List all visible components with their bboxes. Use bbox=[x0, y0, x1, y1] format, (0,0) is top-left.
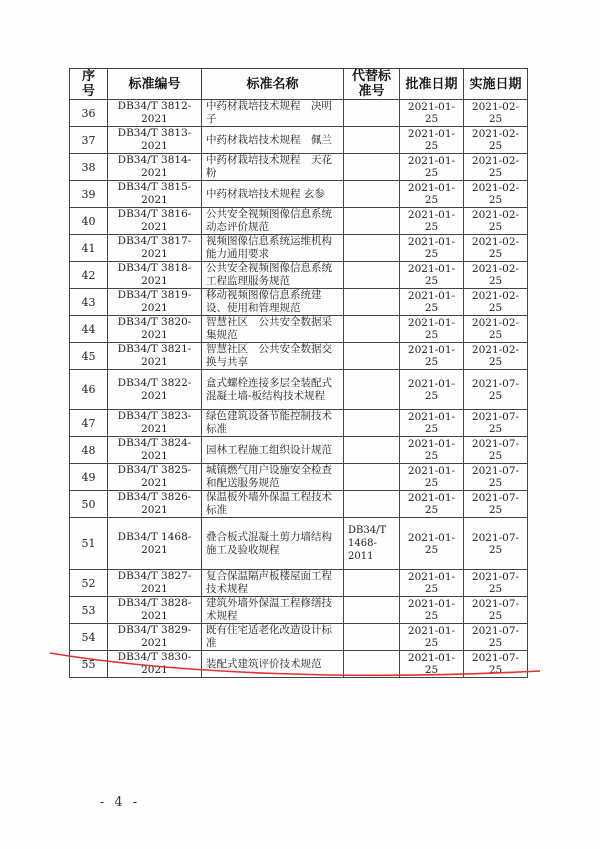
row-implement-date: 2021-02-25 bbox=[464, 208, 528, 235]
row-name: 中药材栽培技术规程 佩兰 bbox=[202, 127, 344, 154]
row-replace: DB34/T 1468-2011 bbox=[344, 518, 400, 570]
row-name: 既有住宅适老化改造设计标准 bbox=[202, 624, 344, 651]
row-name: 中药材栽培技术规程 玄参 bbox=[202, 181, 344, 208]
row-code: DB34/T 3817-2021 bbox=[108, 235, 202, 262]
row-approve-date: 2021-01-25 bbox=[400, 262, 464, 289]
row-replace bbox=[344, 208, 400, 235]
row-replace bbox=[344, 491, 400, 518]
row-implement-date: 2021-07-25 bbox=[464, 651, 528, 678]
row-index: 51 bbox=[70, 518, 108, 570]
row-index: 38 bbox=[70, 154, 108, 181]
row-name: 叠合板式混凝土剪力墙结构施工及验收规程 bbox=[202, 518, 344, 570]
row-replace bbox=[344, 624, 400, 651]
row-implement-date: 2021-02-25 bbox=[464, 262, 528, 289]
row-replace bbox=[344, 181, 400, 208]
table-row bbox=[70, 570, 528, 597]
row-approve-date: 2021-01-25 bbox=[400, 208, 464, 235]
header-index: 序号 bbox=[70, 69, 108, 100]
row-approve-date: 2021-01-25 bbox=[400, 289, 464, 316]
row-code: DB34/T 3818-2021 bbox=[108, 262, 202, 289]
row-approve-date: 2021-01-25 bbox=[400, 624, 464, 651]
row-name: 复合保温隔声板楼屋面工程技术规程 bbox=[202, 570, 344, 597]
row-code: DB34/T 3828-2021 bbox=[108, 597, 202, 624]
row-index: 53 bbox=[70, 597, 108, 624]
row-code: DB34/T 3823-2021 bbox=[108, 410, 202, 437]
table-row bbox=[70, 235, 528, 262]
row-replace bbox=[344, 410, 400, 437]
row-code: DB34/T 3825-2021 bbox=[108, 464, 202, 491]
row-name: 中药材栽培技术规程 天花粉 bbox=[202, 154, 344, 181]
row-replace bbox=[344, 597, 400, 624]
row-code: DB34/T 3820-2021 bbox=[108, 316, 202, 343]
row-replace bbox=[344, 316, 400, 343]
table-row bbox=[70, 181, 528, 208]
table-row bbox=[70, 208, 528, 235]
row-replace bbox=[344, 464, 400, 491]
row-code: DB34/T 3826-2021 bbox=[108, 491, 202, 518]
row-replace bbox=[344, 370, 400, 410]
row-code: DB34/T 3813-2021 bbox=[108, 127, 202, 154]
row-implement-date: 2021-07-25 bbox=[464, 370, 528, 410]
row-approve-date: 2021-01-25 bbox=[400, 410, 464, 437]
row-index: 50 bbox=[70, 491, 108, 518]
row-approve-date: 2021-01-25 bbox=[400, 316, 464, 343]
row-index: 49 bbox=[70, 464, 108, 491]
row-index: 54 bbox=[70, 624, 108, 651]
row-index: 45 bbox=[70, 343, 108, 370]
row-name: 盒式螺栓连接多层全装配式混凝土墙-板结构技术规程 bbox=[202, 370, 344, 410]
row-approve-date: 2021-01-25 bbox=[400, 464, 464, 491]
row-code: DB34/T 3830-2021 bbox=[108, 651, 202, 678]
table-row bbox=[70, 127, 528, 154]
row-implement-date: 2021-02-25 bbox=[464, 316, 528, 343]
table-row bbox=[70, 597, 528, 624]
row-index: 37 bbox=[70, 127, 108, 154]
row-implement-date: 2021-02-25 bbox=[464, 343, 528, 370]
row-replace bbox=[344, 651, 400, 678]
row-name: 智慧社区 公共安全数据交换与共享 bbox=[202, 343, 344, 370]
header-replace: 代替标准号 bbox=[344, 69, 400, 100]
row-approve-date: 2021-01-25 bbox=[400, 370, 464, 410]
row-implement-date: 2021-07-25 bbox=[464, 597, 528, 624]
header-name: 标准名称 bbox=[202, 69, 344, 100]
row-implement-date: 2021-07-25 bbox=[464, 624, 528, 651]
row-approve-date: 2021-01-25 bbox=[400, 518, 464, 570]
row-implement-date: 2021-02-25 bbox=[464, 127, 528, 154]
table-row bbox=[70, 651, 528, 678]
page-number: - 4 - bbox=[99, 795, 141, 810]
row-index: 41 bbox=[70, 235, 108, 262]
header-approve-date: 批准日期 bbox=[400, 69, 464, 100]
row-replace bbox=[344, 127, 400, 154]
header-row bbox=[70, 69, 528, 100]
row-index: 48 bbox=[70, 437, 108, 464]
table-row bbox=[70, 343, 528, 370]
row-replace bbox=[344, 235, 400, 262]
row-replace bbox=[344, 570, 400, 597]
header-implement-date: 实施日期 bbox=[464, 69, 528, 100]
table-row bbox=[70, 262, 528, 289]
row-code: DB34/T 3827-2021 bbox=[108, 570, 202, 597]
table-row bbox=[70, 624, 528, 651]
table-row bbox=[70, 491, 528, 518]
row-name: 城镇燃气用户设施安全检查和配送服务规范 bbox=[202, 464, 344, 491]
row-index: 52 bbox=[70, 570, 108, 597]
row-implement-date: 2021-02-25 bbox=[464, 235, 528, 262]
row-code: DB34/T 3812-2021 bbox=[108, 100, 202, 127]
row-approve-date: 2021-01-25 bbox=[400, 437, 464, 464]
row-index: 55 bbox=[70, 651, 108, 678]
row-implement-date: 2021-02-25 bbox=[464, 181, 528, 208]
row-approve-date: 2021-01-25 bbox=[400, 100, 464, 127]
row-implement-date: 2021-07-25 bbox=[464, 570, 528, 597]
table-row bbox=[70, 316, 528, 343]
row-name: 绿色建筑设备节能控制技术标准 bbox=[202, 410, 344, 437]
table-row bbox=[70, 154, 528, 181]
table-row bbox=[70, 518, 528, 570]
row-code: DB34/T 3824-2021 bbox=[108, 437, 202, 464]
row-implement-date: 2021-07-25 bbox=[464, 518, 528, 570]
row-replace bbox=[344, 154, 400, 181]
row-code: DB34/T 3819-2021 bbox=[108, 289, 202, 316]
row-code: DB34/T 1468-2021 bbox=[108, 518, 202, 570]
row-code: DB34/T 3829-2021 bbox=[108, 624, 202, 651]
row-implement-date: 2021-02-25 bbox=[464, 289, 528, 316]
row-implement-date: 2021-07-25 bbox=[464, 410, 528, 437]
row-approve-date: 2021-01-25 bbox=[400, 154, 464, 181]
row-name: 园林工程施工组织设计规范 bbox=[202, 437, 344, 464]
row-implement-date: 2021-02-25 bbox=[464, 100, 528, 127]
row-replace bbox=[344, 262, 400, 289]
table-row bbox=[70, 410, 528, 437]
row-index: 40 bbox=[70, 208, 108, 235]
row-index: 36 bbox=[70, 100, 108, 127]
row-name: 装配式建筑评价技术规范 bbox=[202, 651, 344, 678]
row-name: 视频图像信息系统运维机构能力通用要求 bbox=[202, 235, 344, 262]
row-implement-date: 2021-02-25 bbox=[464, 154, 528, 181]
row-replace bbox=[344, 343, 400, 370]
row-implement-date: 2021-07-25 bbox=[464, 464, 528, 491]
row-implement-date: 2021-07-25 bbox=[464, 437, 528, 464]
table-row bbox=[70, 100, 528, 127]
row-approve-date: 2021-01-25 bbox=[400, 343, 464, 370]
row-index: 47 bbox=[70, 410, 108, 437]
row-index: 46 bbox=[70, 370, 108, 410]
table-row bbox=[70, 437, 528, 464]
standards-table bbox=[69, 68, 528, 678]
header-code: 标准编号 bbox=[108, 69, 202, 100]
row-name: 移动视频图像信息系统建设、使用和管理规范 bbox=[202, 289, 344, 316]
table-row bbox=[70, 370, 528, 410]
row-code: DB34/T 3814-2021 bbox=[108, 154, 202, 181]
row-index: 44 bbox=[70, 316, 108, 343]
row-code: DB34/T 3815-2021 bbox=[108, 181, 202, 208]
table-row bbox=[70, 289, 528, 316]
row-name: 建筑外墙外保温工程修缮技术规程 bbox=[202, 597, 344, 624]
row-index: 43 bbox=[70, 289, 108, 316]
row-approve-date: 2021-01-25 bbox=[400, 597, 464, 624]
row-name: 智慧社区 公共安全数据采集规范 bbox=[202, 316, 344, 343]
row-approve-date: 2021-01-25 bbox=[400, 491, 464, 518]
row-code: DB34/T 3822-2021 bbox=[108, 370, 202, 410]
row-approve-date: 2021-01-25 bbox=[400, 651, 464, 678]
table-row bbox=[70, 464, 528, 491]
row-approve-date: 2021-01-25 bbox=[400, 235, 464, 262]
row-name: 公共安全视频图像信息系统工程监理服务规范 bbox=[202, 262, 344, 289]
row-replace bbox=[344, 100, 400, 127]
row-name: 保温板外墙外保温工程技术标准 bbox=[202, 491, 344, 518]
row-replace bbox=[344, 289, 400, 316]
row-index: 39 bbox=[70, 181, 108, 208]
row-approve-date: 2021-01-25 bbox=[400, 127, 464, 154]
row-approve-date: 2021-01-25 bbox=[400, 570, 464, 597]
row-index: 42 bbox=[70, 262, 108, 289]
row-name: 公共安全视频图像信息系统动态评价规范 bbox=[202, 208, 344, 235]
row-approve-date: 2021-01-25 bbox=[400, 181, 464, 208]
row-code: DB34/T 3816-2021 bbox=[108, 208, 202, 235]
row-replace bbox=[344, 437, 400, 464]
row-code: DB34/T 3821-2021 bbox=[108, 343, 202, 370]
row-name: 中药材栽培技术规程 决明子 bbox=[202, 100, 344, 127]
row-implement-date: 2021-07-25 bbox=[464, 491, 528, 518]
